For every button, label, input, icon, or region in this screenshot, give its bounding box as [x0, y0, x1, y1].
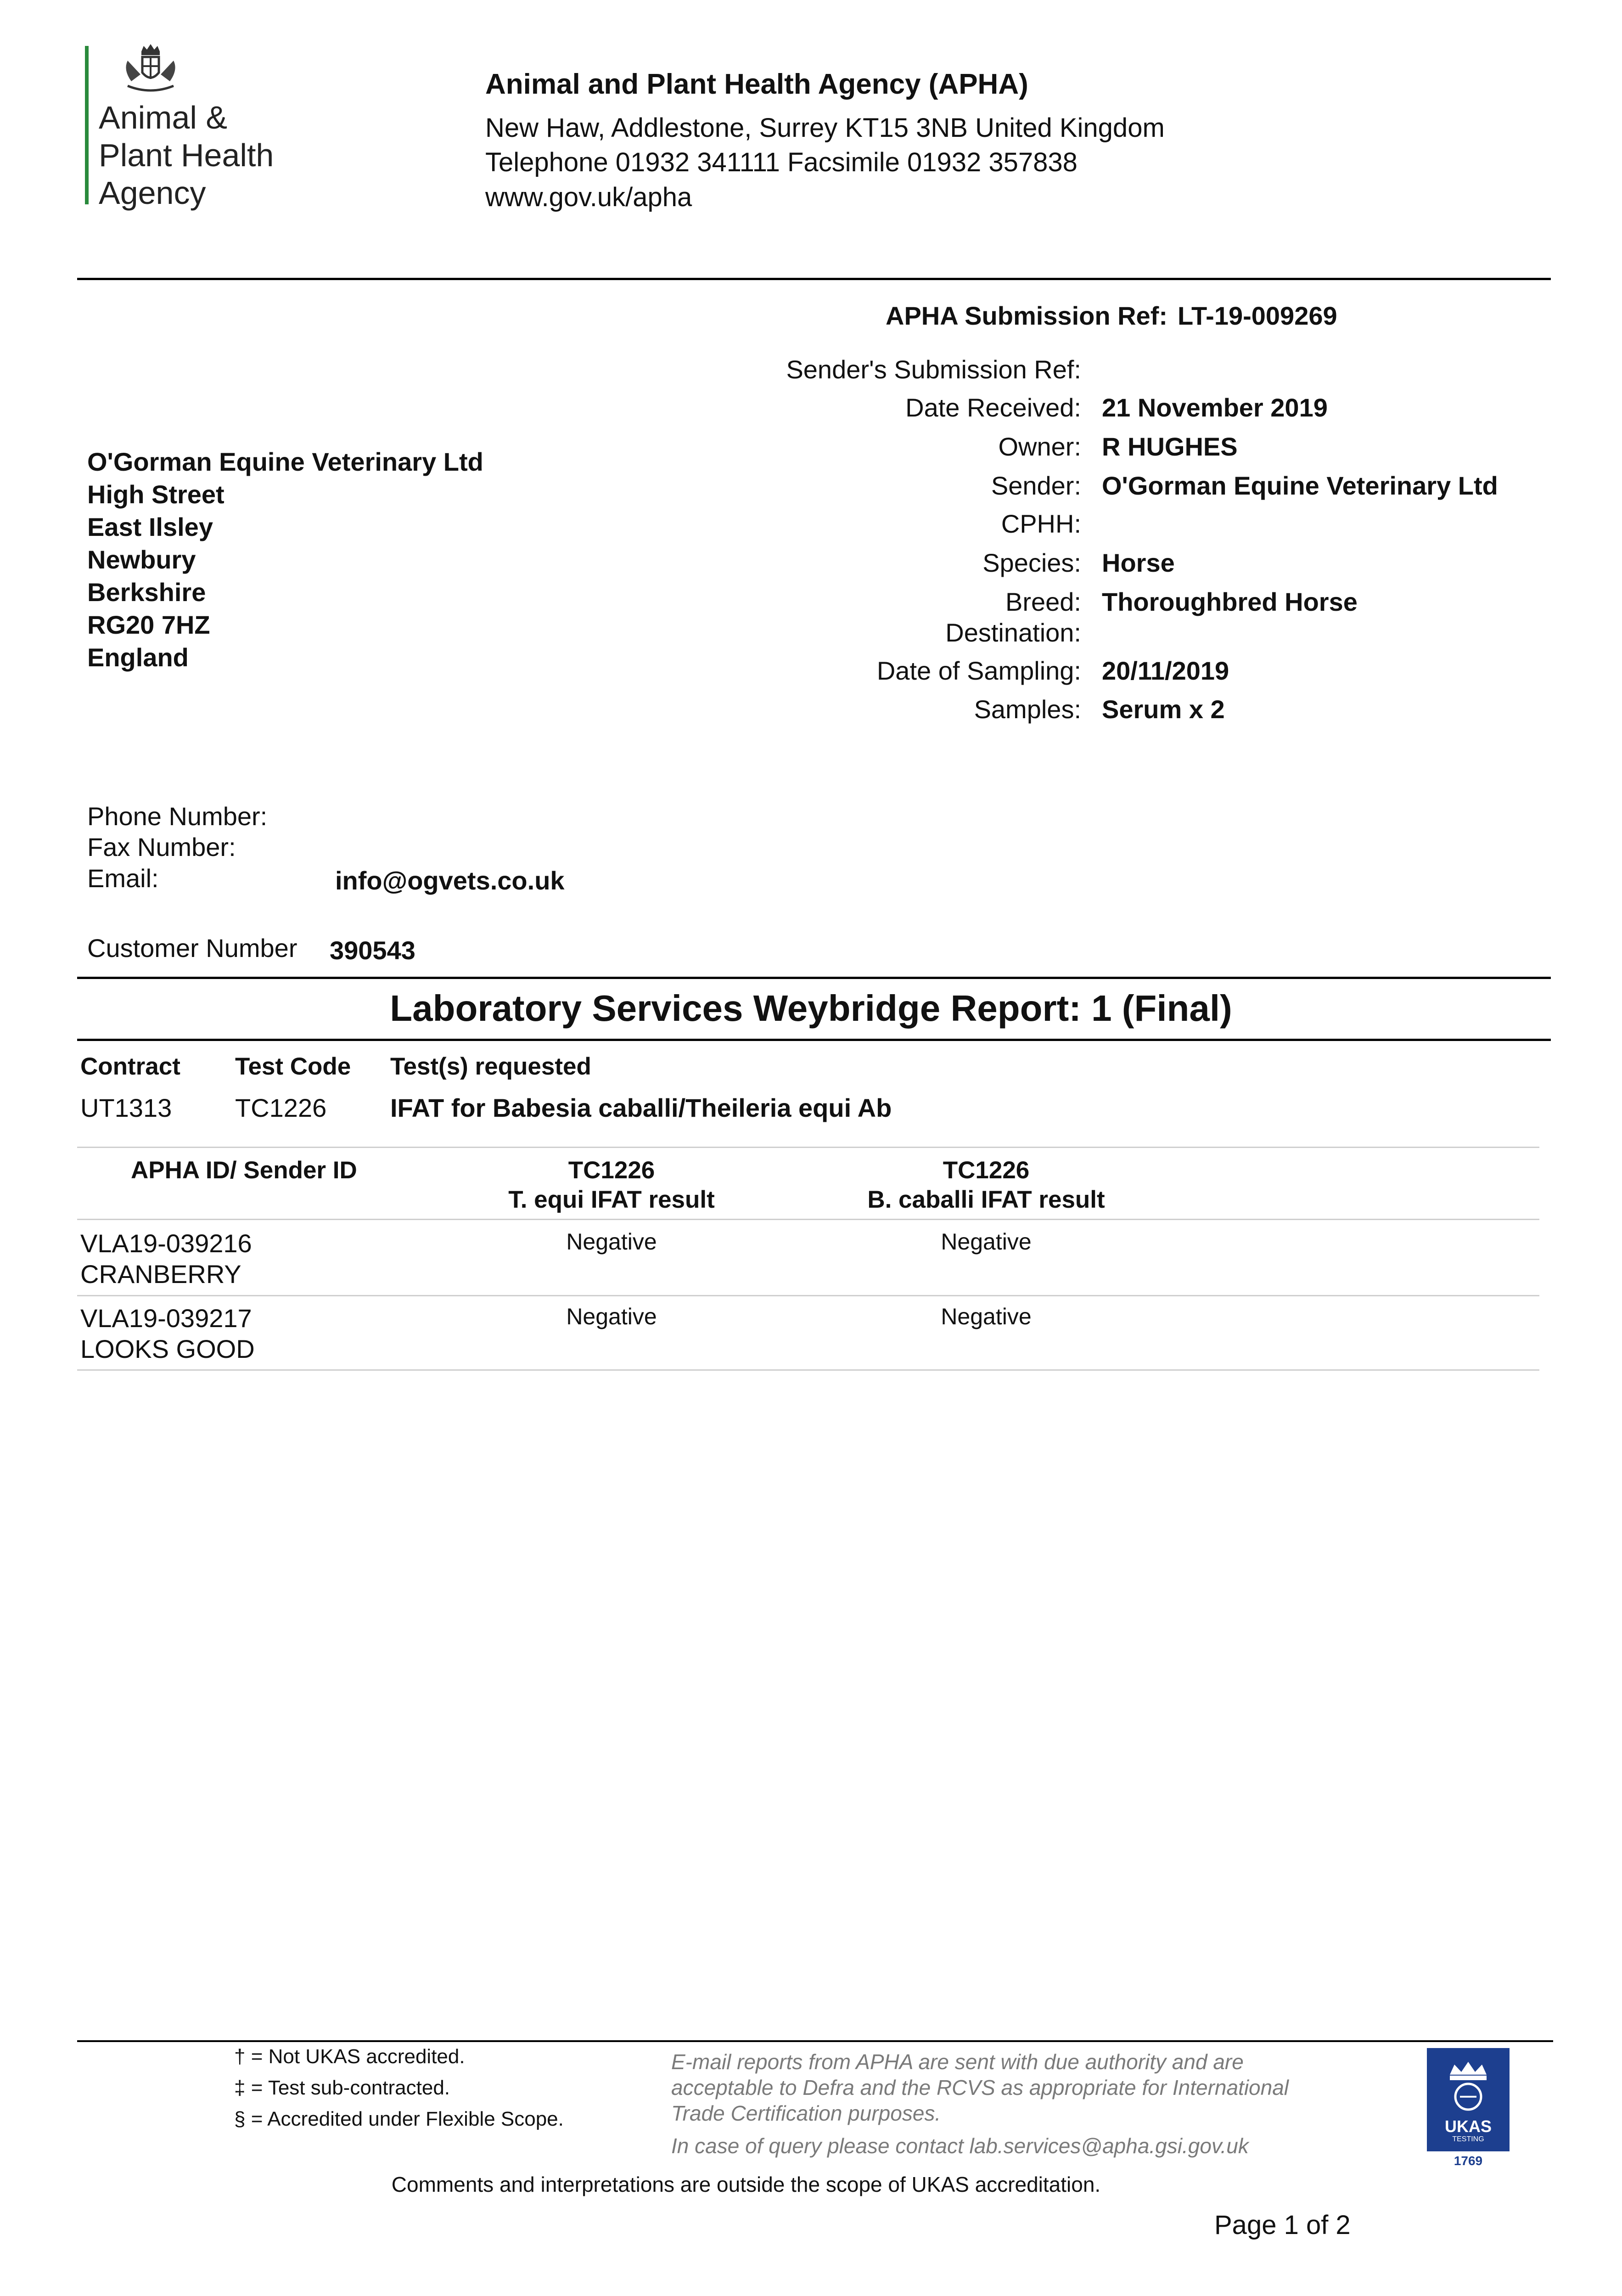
footnotes — [234, 2041, 564, 2135]
sampling-date-value: 20/11/2019 — [1102, 656, 1229, 685]
owner-value: R HUGHES — [1102, 432, 1238, 461]
header-divider — [77, 278, 1551, 280]
table-row-rule — [77, 1295, 1539, 1296]
submission-ref-label: APHA Submission Ref: — [886, 301, 1167, 330]
disclaimer-line: E-mail reports from APHA are sent with due authority and are — [671, 2050, 1244, 2074]
report-title-top-rule — [77, 977, 1551, 979]
field-label: Sender: — [991, 471, 1081, 500]
field-label: Sender's Submission Ref: — [786, 355, 1081, 384]
sender-value: O'Gorman Equine Veterinary Ltd — [1102, 471, 1498, 500]
royal-crest-icon — [118, 42, 183, 97]
samples-value: Serum x 2 — [1102, 695, 1225, 724]
submission-ref-value: LT-19-009269 — [1178, 301, 1337, 330]
col-header-tequi-code: TC1226 — [568, 1157, 655, 1184]
address-line: Berkshire — [87, 578, 206, 607]
logo-accent-bar — [85, 46, 89, 204]
col-header-bcaballi-code: TC1226 — [943, 1157, 1030, 1184]
email-value: info@ogvets.co.uk — [335, 866, 565, 895]
logo-text-line-3: Agency — [99, 175, 206, 211]
org-website: www.gov.uk/apha — [485, 182, 692, 212]
disclaimer-line: acceptable to Defra and the RCVS as appropriate for International — [671, 2076, 1289, 2099]
row-bcaballi-result: Negative — [941, 1304, 1032, 1329]
customer-number-label: Customer Number — [87, 934, 297, 962]
ukas-logo — [1427, 2048, 1510, 2151]
address-line: Newbury — [87, 545, 196, 574]
table-top-rule — [77, 1147, 1539, 1148]
footnote-not-accredited: † = Not UKAS accredited. — [234, 2045, 465, 2068]
col-header-bcaballi-label: B. caballi IFAT result — [867, 1186, 1105, 1213]
address-line: O'Gorman Equine Veterinary Ltd — [87, 447, 483, 476]
ukas-number: 1769 — [1454, 2154, 1483, 2168]
query-contact-line: In case of query please contact lab.services@apha.gsi.gov.uk — [671, 2134, 1249, 2158]
customer-number-value: 390543 — [330, 936, 415, 965]
footnote-flexible-scope: § = Accredited under Flexible Scope. — [234, 2108, 564, 2130]
field-label: Date Received: — [905, 393, 1081, 422]
ukas-scope-comment: Comments and interpretations are outside the scope of UKAS accreditation. — [391, 2172, 1101, 2196]
row-apha-id: VLA19-039217 — [80, 1304, 252, 1333]
field-label: Owner: — [998, 432, 1081, 461]
test-name-value: IFAT for Babesia caballi/Theileria equi Ab — [390, 1093, 892, 1122]
test-code-value: TC1226 — [235, 1093, 327, 1122]
address-line: England — [87, 643, 189, 672]
ukas-label: UKAS — [1444, 2117, 1492, 2136]
row-sender-id: CRANBERRY — [80, 1260, 241, 1289]
recipient-address — [87, 445, 483, 674]
page-number: Page 1 of 2 — [1214, 2210, 1351, 2240]
field-label: CPHH: — [1001, 509, 1081, 538]
row-tequi-result: Negative — [566, 1229, 657, 1255]
field-label: Breed: — [1005, 587, 1081, 616]
email-disclaimer — [671, 2049, 1289, 2126]
breed-value: Thoroughbred Horse — [1102, 587, 1358, 616]
address-line: High Street — [87, 480, 224, 509]
col-header-id: APHA ID/ Sender ID — [131, 1157, 357, 1184]
ukas-crown-icon — [1436, 2056, 1500, 2111]
fax-label: Fax Number: — [87, 833, 236, 861]
address-line: RG20 7HZ — [87, 610, 210, 639]
table-bottom-rule — [77, 1369, 1539, 1371]
report-title-bottom-rule — [77, 1039, 1551, 1041]
row-sender-id: LOOKS GOOD — [80, 1334, 255, 1363]
tests-requested-header: Test(s) requested — [390, 1053, 591, 1080]
footnote-subcontracted: ‡ = Test sub-contracted. — [234, 2077, 450, 2099]
table-header-rule — [77, 1219, 1539, 1220]
col-header-tequi-label: T. equi IFAT result — [508, 1186, 715, 1213]
field-label: Date of Sampling: — [876, 656, 1081, 685]
disclaimer-line: Trade Certification purposes. — [671, 2101, 941, 2125]
logo-text-line-2: Plant Health — [99, 137, 274, 173]
report-title: Laboratory Services Weybridge Report: 1 (Final) — [390, 988, 1232, 1029]
org-name: Animal and Plant Health Agency (APHA) — [485, 68, 1028, 100]
contract-header: Contract — [80, 1053, 180, 1080]
date-received-value: 21 November 2019 — [1102, 393, 1328, 422]
phone-label: Phone Number: — [87, 802, 268, 831]
row-apha-id: VLA19-039216 — [80, 1229, 252, 1258]
email-label: Email: — [87, 864, 159, 893]
org-address: New Haw, Addlestone, Surrey KT15 3NB United Kingdom — [485, 113, 1165, 143]
row-bcaballi-result: Negative — [941, 1229, 1032, 1255]
logo-text-line-1: Animal & — [99, 100, 228, 135]
field-label: Species: — [982, 548, 1081, 577]
field-label: Destination: — [945, 618, 1081, 647]
row-tequi-result: Negative — [566, 1304, 657, 1329]
field-label: Samples: — [974, 695, 1081, 724]
org-phone-fax: Telephone 01932 341111 Facsimile 01932 357838 — [485, 147, 1078, 177]
test-code-header: Test Code — [235, 1053, 351, 1080]
contract-value: UT1313 — [80, 1093, 172, 1122]
species-value: Horse — [1102, 548, 1175, 577]
address-line: East Ilsley — [87, 512, 213, 541]
ukas-testing-label: TESTING — [1452, 2135, 1484, 2143]
